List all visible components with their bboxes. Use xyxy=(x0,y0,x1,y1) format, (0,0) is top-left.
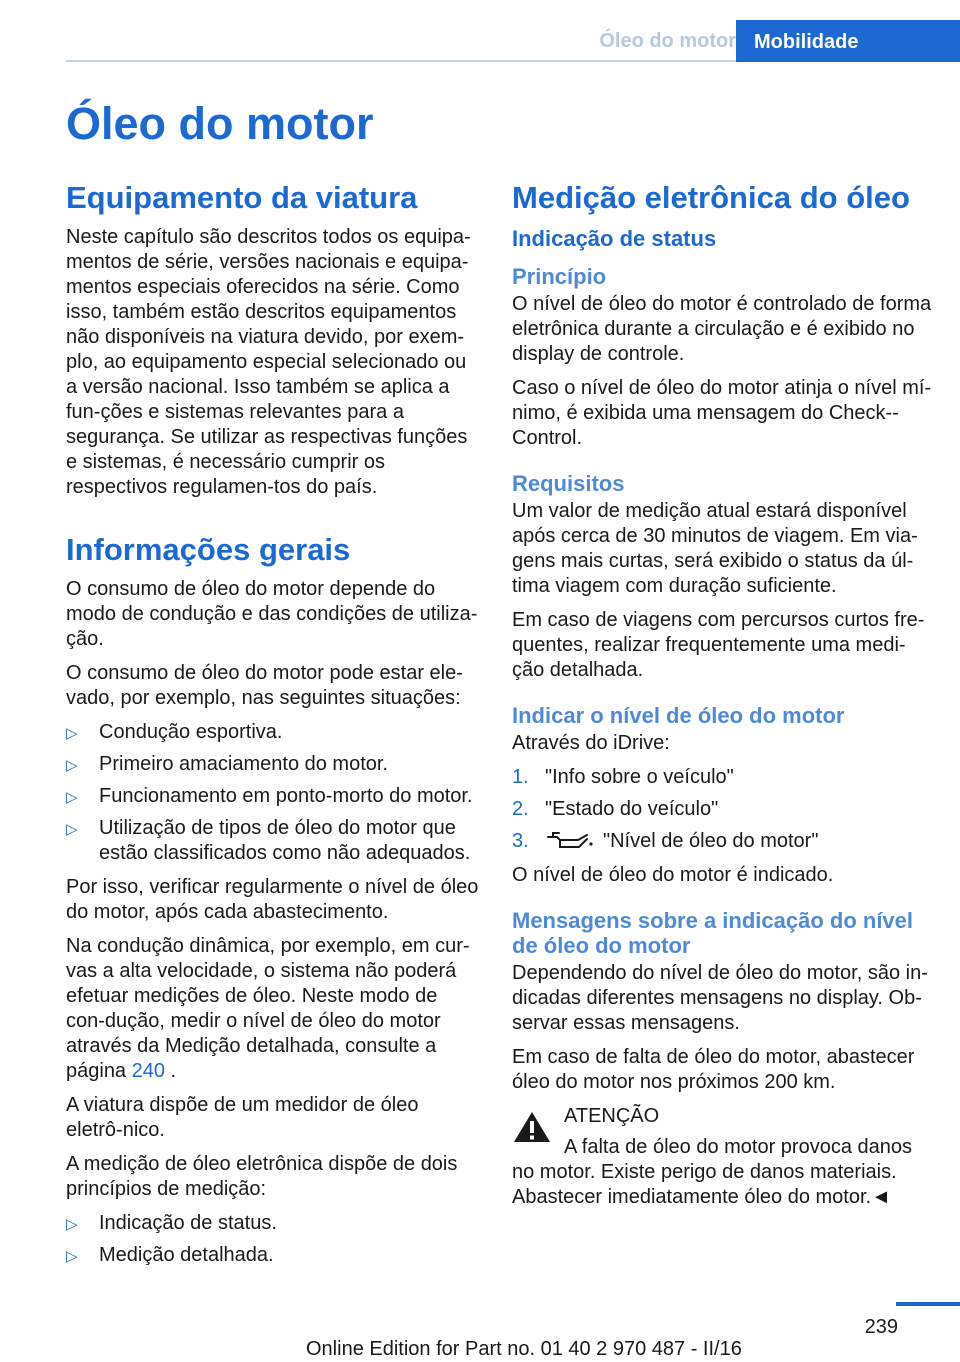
page-title: Óleo do motor xyxy=(66,98,374,149)
triangle-bullet-icon: ▷ xyxy=(66,1248,78,1265)
header-section-title: Óleo do motor xyxy=(599,30,736,52)
paragraph-mensagens-2: Em caso de falta de óleo do motor, abastecer óleo do motor nos próximos 200 km. xyxy=(512,1046,915,1093)
paragraph-nivel-indicado: O nível de óleo do motor é indicado. xyxy=(512,864,834,886)
paragraph-equipamento: Neste capítulo são descritos todos os equipa-mentos de série, versões nacionais e equipa-mentos especiais oferecidos na série. Como isso, também estão descritos equipamentos não disponíveis na viatura devido, por exem-plo, ao equipamento especial selecionado ou a versão nacional. Isso também se aplica a fun-ções e sistemas relevantes para a segurança. Se utilizar as respectivas funções e sistemas, é necessário cumprir os respectivos regulamen-tos do país. xyxy=(66,226,471,498)
list-item xyxy=(66,1211,480,1236)
paragraph-info-5: A viatura dispõe de um medidor de óleo eletrô-nico. xyxy=(66,1094,419,1141)
paragraph-info-4-end: . xyxy=(165,1060,177,1082)
list-item xyxy=(66,752,480,777)
warning-icon xyxy=(512,1110,552,1144)
list-item-text: Funcionamento em ponto-morto do motor. xyxy=(99,785,473,807)
step-text: "Estado do veículo" xyxy=(545,798,719,820)
paragraph-info-6: A medição de óleo eletrônica dispõe de dois princípios de medição: xyxy=(66,1153,458,1200)
warning-text: A falta de óleo do motor provoca danos no motor. Existe perigo de danos materiais. Abastecer imediatamente óleo do motor.◄ xyxy=(512,1136,913,1208)
idrive-steps-list xyxy=(512,765,932,854)
situations-list xyxy=(66,720,480,866)
footer-rule xyxy=(896,1302,960,1306)
warning-title: ATENÇÃO xyxy=(564,1105,660,1127)
paragraph-requisitos-2: Em caso de viagens com percursos curtos fre-quentes, realizar frequentemente uma medi-ção detalhada. xyxy=(512,609,925,681)
principles-list xyxy=(66,1211,480,1268)
heading-equipamento: Equipamento da viatura xyxy=(66,180,418,215)
heading-mensagens: Mensagens sobre a indicação do nível de óleo do motor xyxy=(512,908,914,958)
paragraph-principio-2: Caso o nível de óleo do motor atinja o nível mí-nimo, é exibida uma mensagem do Check--Control. xyxy=(512,377,932,449)
heading-medicao-eletronica: Medição eletrônica do óleo xyxy=(512,180,910,215)
step-number: 1. xyxy=(512,766,529,788)
triangle-bullet-icon: ▷ xyxy=(66,757,78,774)
list-item xyxy=(66,1243,480,1268)
step-item xyxy=(512,829,932,854)
paragraph-info-3: Por isso, verificar regularmente o nível de óleo do motor, após cada abastecimento. xyxy=(66,876,479,923)
paragraph-mensagens-1: Dependendo do nível de óleo do motor, são in-dicadas diferentes mensagens no display. Ob-servar essas mensagens. xyxy=(512,962,928,1034)
step-number: 2. xyxy=(512,798,529,820)
list-item-text: Medição detalhada. xyxy=(99,1244,274,1266)
triangle-bullet-icon: ▷ xyxy=(66,821,78,838)
warning-box xyxy=(512,1104,932,1129)
paragraph-principio-1: O nível de óleo do motor é controlado de forma eletrônica durante a circulação e é exibido no display de controle. xyxy=(512,293,932,365)
paragraph-info-4-text: Na condução dinâmica, por exemplo, em cur-vas a alta velocidade, o sistema não poderá efetuar medições de óleo. Neste modo de con-dução, medir o nível de óleo do motor através da Medição detalhada, consulte a página xyxy=(66,935,470,1082)
triangle-bullet-icon: ▷ xyxy=(66,1216,78,1233)
paragraph-info-4 xyxy=(66,934,480,1084)
paragraph-info-2: O consumo de óleo do motor pode estar ele-vado, por exemplo, nas seguintes situações: xyxy=(66,662,463,709)
triangle-bullet-icon: ▷ xyxy=(66,789,78,806)
page-reference-link[interactable]: 240 xyxy=(131,1060,165,1082)
step-number: 3. xyxy=(512,830,529,852)
heading-indicacao-status: Indicação de status xyxy=(512,226,717,251)
step-text: "Info sobre o veículo" xyxy=(545,766,734,788)
right-column xyxy=(512,180,932,1219)
list-item-text: Utilização de tipos de óleo do motor que estão classificados como não adequados. xyxy=(99,817,471,864)
list-item xyxy=(66,720,480,745)
page-number: 239 xyxy=(864,1316,898,1338)
triangle-bullet-icon: ▷ xyxy=(66,725,78,742)
step-item xyxy=(512,765,932,790)
paragraph-requisitos-1: Um valor de medição atual estará disponível após cerca de 30 minutos de viagem. Em via-gens mais curtas, será exibido o status da úl-tima viagem com duração suficiente. xyxy=(512,500,918,597)
list-item xyxy=(66,784,480,809)
list-item-text: Primeiro amaciamento do motor. xyxy=(99,753,389,775)
list-item-text: Indicação de status. xyxy=(99,1212,277,1234)
left-column xyxy=(66,180,480,1277)
edition-footer: Online Edition for Part no. 01 40 2 970 487 - II/16 xyxy=(306,1338,742,1360)
heading-requisitos: Requisitos xyxy=(512,471,625,496)
step-item xyxy=(512,797,932,822)
paragraph-info-1: O consumo de óleo do motor depende do modo de condução e das condições de utiliza-ção. xyxy=(66,578,478,650)
step-text: "Nível de óleo do motor" xyxy=(603,830,819,852)
heading-principio: Princípio xyxy=(512,264,607,289)
oil-can-icon xyxy=(545,830,593,850)
paragraph-indicar: Através do iDrive: xyxy=(512,732,670,754)
heading-indicar-nivel: Indicar o nível de óleo do motor xyxy=(512,703,845,728)
heading-informacoes-gerais: Informações gerais xyxy=(66,532,351,567)
header-chapter-tab: Mobilidade xyxy=(736,20,960,62)
list-item xyxy=(66,816,480,866)
list-item-text: Condução esportiva. xyxy=(99,721,283,743)
